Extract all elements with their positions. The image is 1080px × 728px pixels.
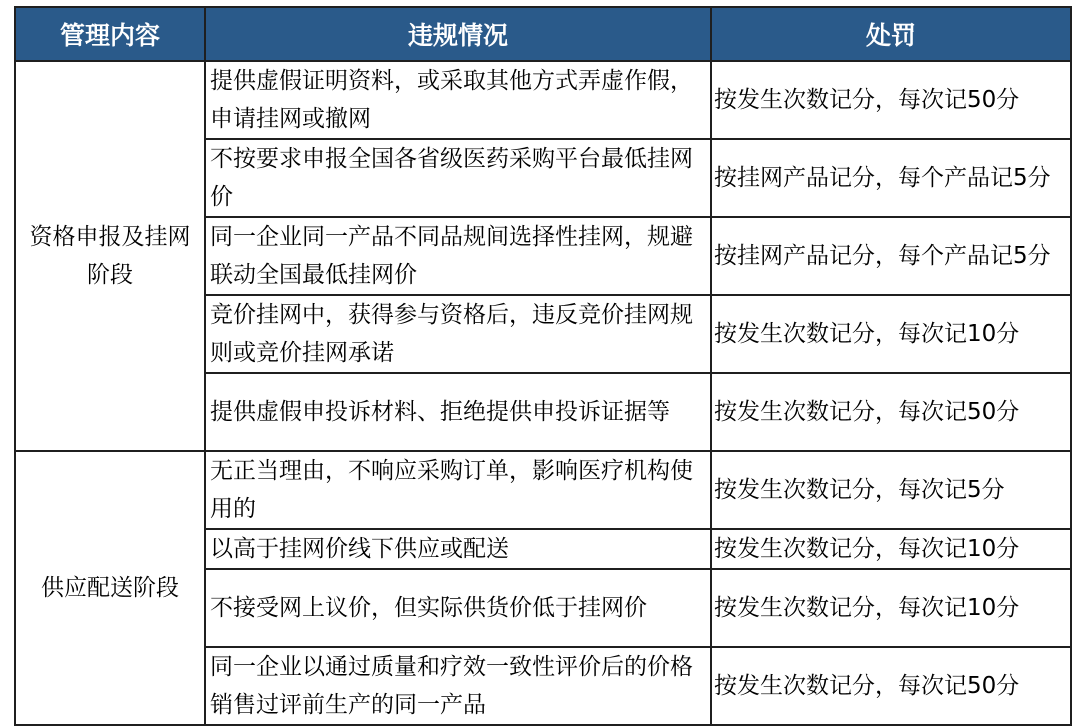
penalty-cell: 按挂网产品记分，每个产品记5分 bbox=[711, 139, 1071, 217]
violation-cell: 竞价挂网中，获得参与资格后，违反竞价挂网规则或竞价挂网承诺 bbox=[205, 295, 711, 373]
violation-cell: 同一企业以通过质量和疗效一致性评价后的价格销售过评前生产的同一产品 bbox=[205, 647, 711, 725]
table-row bbox=[15, 451, 1071, 529]
table-row bbox=[15, 61, 1071, 139]
penalty-cell: 按发生次数记分，每次记10分 bbox=[711, 295, 1071, 373]
header-management-content: 管理内容 bbox=[15, 7, 205, 61]
penalty-cell: 按发生次数记分，每次记50分 bbox=[711, 373, 1071, 451]
penalty-cell: 按发生次数记分，每次记10分 bbox=[711, 529, 1071, 569]
violation-cell: 不按要求申报全国各省级医药采购平台最低挂网价 bbox=[205, 139, 711, 217]
header-violation: 违规情况 bbox=[205, 7, 711, 61]
violation-cell: 以高于挂网价线下供应或配送 bbox=[205, 529, 711, 569]
violation-cell: 无正当理由，不响应采购订单，影响医疗机构使用的 bbox=[205, 451, 711, 529]
violation-cell: 提供虚假申投诉材料、拒绝提供申投诉证据等 bbox=[205, 373, 711, 451]
header-penalty: 处罚 bbox=[711, 7, 1071, 61]
table-container bbox=[14, 6, 1072, 726]
penalty-cell: 按挂网产品记分，每个产品记5分 bbox=[711, 217, 1071, 295]
header-row bbox=[15, 7, 1071, 61]
violation-cell: 提供虚假证明资料，或采取其他方式弄虚作假，申请挂网或撤网 bbox=[205, 61, 711, 139]
violation-cell: 同一企业同一产品不同品规间选择性挂网，规避联动全国最低挂网价 bbox=[205, 217, 711, 295]
penalty-cell: 按发生次数记分，每次记5分 bbox=[711, 451, 1071, 529]
penalty-cell: 按发生次数记分，每次记50分 bbox=[711, 647, 1071, 725]
penalty-table bbox=[14, 6, 1072, 726]
stage-cell: 资格申报及挂网阶段 bbox=[15, 61, 205, 451]
violation-cell: 不接受网上议价，但实际供货价低于挂网价 bbox=[205, 569, 711, 647]
penalty-cell: 按发生次数记分，每次记50分 bbox=[711, 61, 1071, 139]
stage-cell: 供应配送阶段 bbox=[15, 451, 205, 725]
penalty-cell: 按发生次数记分，每次记10分 bbox=[711, 569, 1071, 647]
